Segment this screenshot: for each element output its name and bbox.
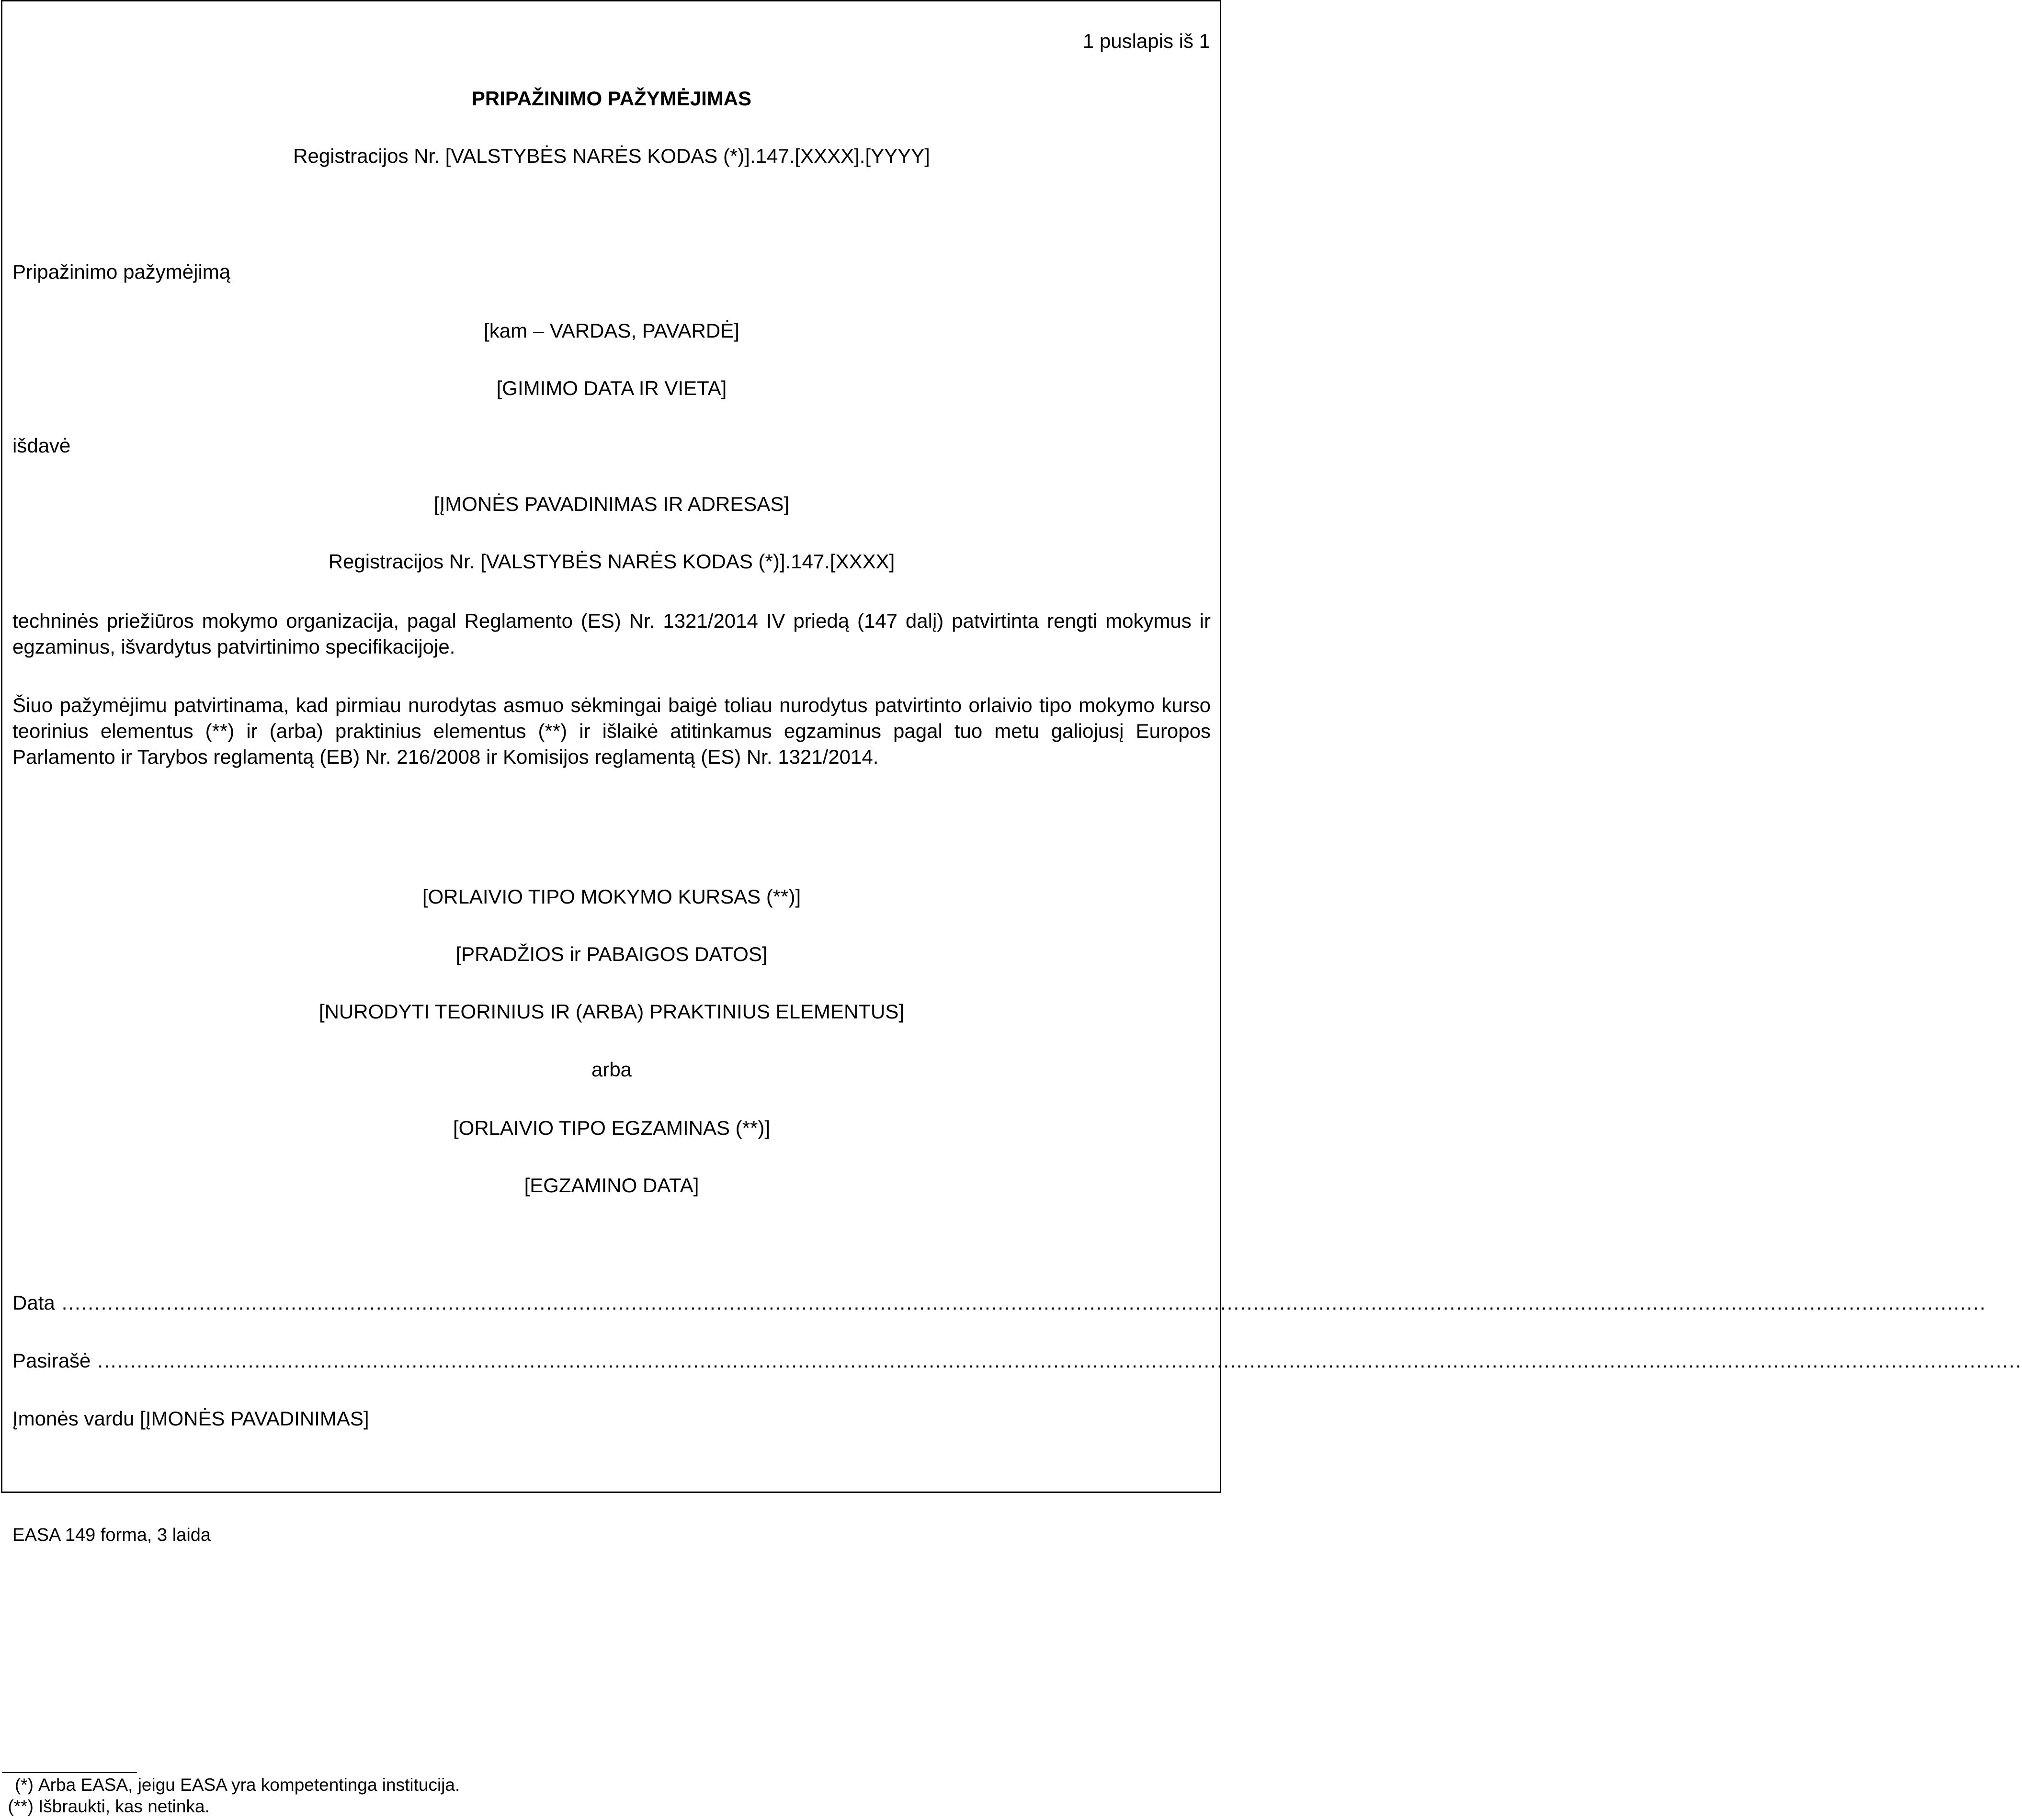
exam-date-placeholder: [EGZAMINO DATA]	[524, 1174, 699, 1197]
issued-by-label: išdavė	[12, 434, 71, 457]
approval-paragraph: techninės priežiūros mokymo organizacija, pagal Reglamento (ES) Nr. 1321/2014 IV priedą (147 dalį) patvirtinta rengti mokymus ir egzaminus, išvardytus patvirtinimo specifikacijoje.	[12, 610, 1211, 658]
course-elements-placeholder: [NURODYTI TEORINIUS IR (ARBA) PRAKTINIUS ELEMENTUS]	[318, 1000, 905, 1023]
or-text: arba	[591, 1058, 632, 1081]
on-behalf-line: Įmonės vardu [ĮMONĖS PAVADINIMAS]	[12, 1407, 369, 1430]
footnote-mark: (*)	[14, 1775, 34, 1795]
organisation-reference: Registracijos Nr. [VALSTYBĖS NARĖS KODAS (*)].147.[XXXX]	[328, 550, 895, 573]
footnote-1	[0, 1775, 460, 1796]
footnote-text: Arba EASA, jeigu EASA yra kompetentinga institucija.	[38, 1775, 460, 1795]
course-placeholder: [ORLAIVIO TIPO MOKYMO KURSAS (**)]	[422, 885, 801, 908]
certificate-reference: Registracijos Nr. [VALSTYBĖS NARĖS KODAS (*)].147.[XXXX].[YYYY]	[293, 145, 930, 167]
organisation-name: [ĮMONĖS PAVADINIMAS IR ADRESAS]	[433, 493, 790, 515]
date-field[interactable]	[12, 1290, 1987, 1316]
footnote-rule	[2, 1772, 137, 1773]
signature-label: Pasirašė	[12, 1349, 91, 1372]
course-dates-placeholder: [PRADŽIOS ir PABAIGOS DATOS]	[455, 943, 768, 965]
form-reference: EASA 149 forma, 3 laida	[12, 1525, 211, 1545]
holder-name: [kam – VARDAS, PAVARDĖ]	[484, 319, 739, 342]
issued-to-label: Pripažinimo pažymėjimą	[12, 260, 231, 283]
footnote-text: Išbraukti, kas netinka.	[38, 1797, 210, 1816]
signature-field[interactable]	[12, 1348, 2022, 1374]
signature-dotted-line: ......................................................................................................................................................................................................................................................................................................	[97, 1349, 2022, 1372]
footnote-mark: (**)	[8, 1797, 34, 1816]
certificate-title: PRIPAŽINIMO PAŽYMĖJIMAS	[471, 87, 752, 110]
exam-placeholder: [ORLAIVIO TIPO EGZAMINAS (**)]	[453, 1117, 770, 1139]
footnote-2	[0, 1796, 210, 1817]
date-dotted-line: ......................................................................................................................................................................................................................................................................................................	[61, 1291, 1987, 1314]
holder-birth: [GIMIMO DATA IR VIETA]	[496, 377, 727, 399]
date-label: Data	[12, 1291, 55, 1314]
page-number: 1 puslapis iš 1	[1082, 30, 1210, 52]
certification-paragraph: Šiuo pažymėjimu patvirtinama, kad pirmiau nurodytas asmuo sėkmingai baigė toliau nurodytus patvirtinto orlaivio tipo mokymo kurso teorinius elementus (**) ir (arba) praktinius elementus (**) ir išlaikė atitinkamus egzaminus pagal tuo metu galiojusį Europos Parlamento ir Tarybos reglamentą (EB) Nr. 216/2008 ir Komisijos reglamentą (ES) Nr. 1321/2014.	[12, 694, 1211, 768]
